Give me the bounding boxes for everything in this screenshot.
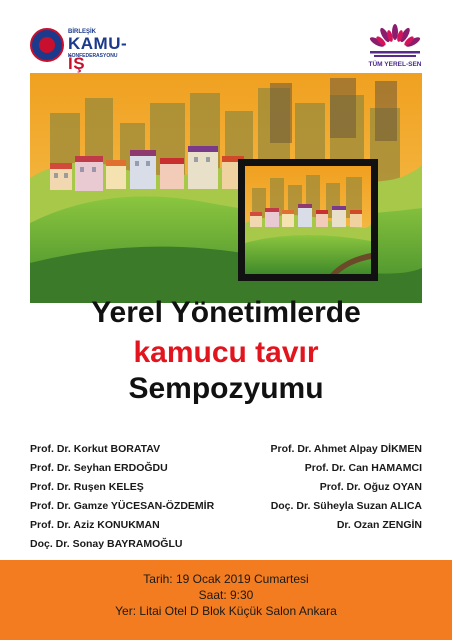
tum-yerel-sen-logo: [360, 24, 430, 70]
sunrise-icon: [368, 24, 422, 58]
speakers-right-column: [271, 440, 423, 535]
speaker-name: Prof. Dr. Seyhan ERDOĞDU: [30, 462, 168, 474]
kamu-is-seal-icon: [30, 28, 64, 62]
speaker-name: Prof. Dr. Ahmet Alpay DİKMEN: [270, 443, 422, 455]
title-line-2: kamucu tavır: [133, 336, 319, 369]
event-date: Tarih: 19 Ocak 2019 Cumartesi: [143, 572, 309, 586]
speaker-name: Dr. Ozan ZENGİN: [336, 519, 422, 531]
event-time: Saat: 9:30: [198, 588, 254, 602]
speaker-name: Prof. Dr. Korkut BORATAV: [30, 443, 161, 455]
title-line-1: Yerel Yönetimlerde: [91, 296, 361, 329]
speaker-name: Doç. Dr. Sonay BAYRAMOĞLU: [30, 538, 183, 550]
logo-left-line1: BİRLEŞİK: [68, 29, 97, 35]
speaker-name: Doç. Dr. Süheyla Suzan ALICA: [270, 500, 422, 512]
event-place: Yer: Litai Otel D Blok Küçük Salon Ankara: [115, 604, 337, 618]
speaker-name: Prof. Dr. Ruşen KELEŞ: [30, 481, 144, 493]
speaker-name: Prof. Dr. Oğuz OYAN: [319, 481, 422, 493]
title-line-3: Sempozyumu: [128, 372, 324, 405]
town-illustration: [30, 73, 422, 303]
kamu-is-logo: [30, 26, 140, 73]
speakers-left-column: [30, 440, 214, 554]
speaker-name: Prof. Dr. Can HAMAMCI: [304, 462, 422, 474]
speaker-name: Prof. Dr. Gamze YÜCESAN-ÖZDEMİR: [30, 500, 215, 512]
speaker-name: Prof. Dr. Aziz KONUKMAN: [30, 519, 160, 531]
logo-right-caption: TÜM YEREL-SEN: [368, 61, 422, 68]
logo-left-line3: KONFEDERASYONU: [68, 53, 118, 59]
event-info-footer: [0, 560, 452, 640]
logo-left-brand: KAMU-İŞ: [68, 34, 128, 73]
